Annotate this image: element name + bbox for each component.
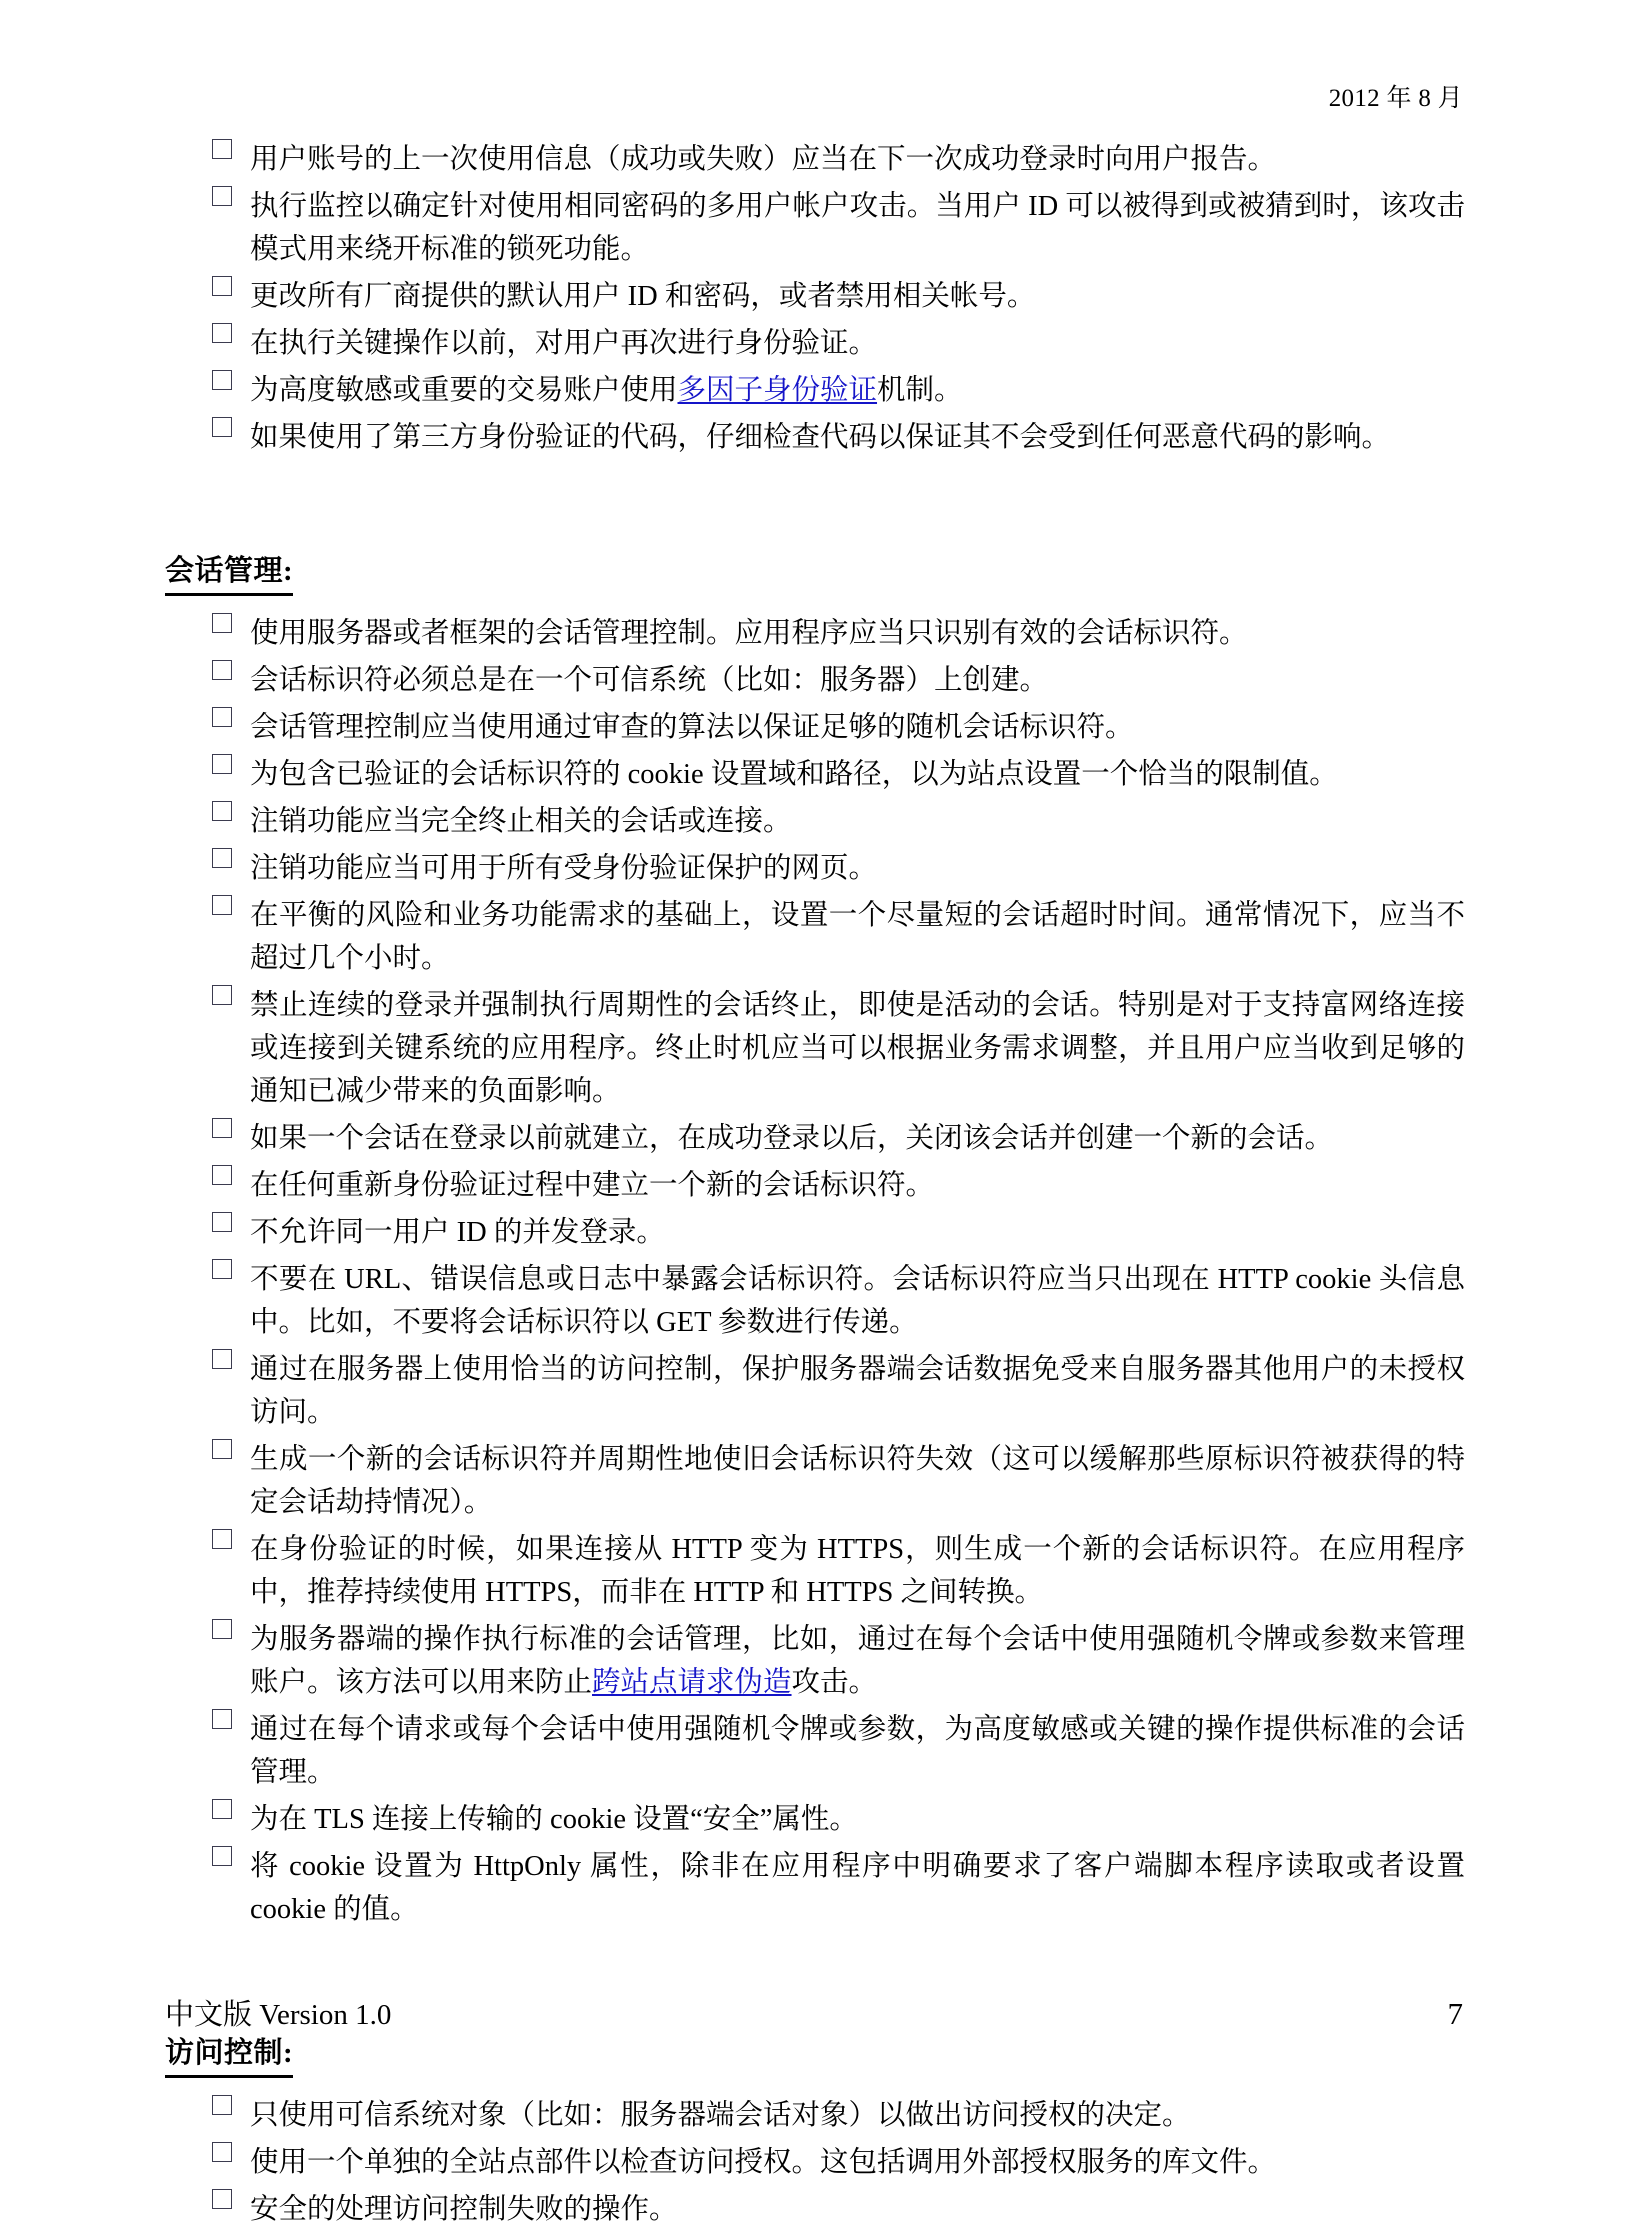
list-item (165, 847, 1465, 890)
list-item (165, 1117, 1465, 1160)
checkbox-square-icon (212, 801, 232, 821)
list-item (165, 800, 1465, 843)
list-item (165, 1164, 1465, 1207)
checkbox-square-icon (212, 1439, 232, 1459)
page-footer (165, 1995, 1463, 2034)
checkbox-square-icon (212, 1846, 232, 1866)
checkbox-square-icon (212, 895, 232, 915)
list-item (165, 138, 1465, 181)
footer-page-number: 7 (1447, 1996, 1463, 2031)
list-item-text: 将 cookie 设置为 HttpOnly 属性，除非在应用程序中明确要求了客户端脚本程序读取或者设置 cookie 的值。 (250, 1851, 1465, 1925)
list-item (165, 1211, 1465, 1254)
checkbox-square-icon (212, 848, 232, 868)
checkbox-square-icon (212, 2095, 232, 2115)
list-item-text: 注销功能应当完全终止相关的会话或连接。 (250, 806, 792, 837)
list-item-text: 在任何重新身份验证过程中建立一个新的会话标识符。 (250, 1170, 935, 1201)
checkbox-square-icon (212, 660, 232, 680)
list-item (165, 984, 1465, 1113)
checkbox-square-icon (212, 1619, 232, 1639)
list-item (165, 2094, 1465, 2137)
checkbox-square-icon (212, 417, 232, 437)
list-item-text: 会话管理控制应当使用通过审查的算法以保证足够的随机会话标识符。 (250, 712, 1134, 743)
csrf-link[interactable]: 跨站点请求伪造 (592, 1667, 792, 1698)
list-item-text: 注销功能应当可用于所有受身份验证保护的网页。 (250, 853, 878, 884)
checkbox-square-icon (212, 1118, 232, 1138)
list-item (165, 1258, 1465, 1344)
list-item-text: 会话标识符必须总是在一个可信系统（比如：服务器）上创建。 (250, 665, 1049, 696)
list-item-text: 只使用可信系统对象（比如：服务器端会话对象）以做出访问授权的决定。 (250, 2100, 1191, 2131)
list-item-text: 在执行关键操作以前，对用户再次进行身份验证。 (250, 328, 878, 359)
list-item (165, 1845, 1465, 1931)
list-item (165, 1798, 1465, 1841)
list-item-text: 禁止连续的登录并强制执行周期性的会话终止，即使是活动的会话。特别是对于支持富网络连接或连接到关键系统的应用程序。终止时机应当可以根据业务需求调整，并且用户应当收到足够的通知已减少带来的负面影响。 (250, 990, 1465, 1107)
page-header-date: 2012 年 8 月 (1328, 85, 1463, 112)
list-item-text: 在平衡的风险和业务功能需求的基础上，设置一个尽量短的会话超时时间。通常情况下，应当不超过几个小时。 (250, 900, 1465, 974)
checkbox-square-icon (212, 139, 232, 159)
checkbox-square-icon (212, 707, 232, 727)
list-item-text: 通过在每个请求或每个会话中使用强随机令牌或参数，为高度敏感或关键的操作提供标准的会话管理。 (250, 1714, 1465, 1788)
list-item-text: 更改所有厂商提供的默认用户 ID 和密码，或者禁用相关帐号。 (250, 281, 1036, 312)
list-item (165, 612, 1465, 655)
list-item (165, 1348, 1465, 1434)
checkbox-square-icon (212, 754, 232, 774)
list-item (165, 416, 1465, 459)
multi-factor-auth-link[interactable]: 多因子身份验证 (677, 375, 878, 406)
section-heading-access-control: 访问控制: (165, 2033, 293, 2078)
list-item-text: 在身份验证的时候，如果连接从 HTTP 变为 HTTPS，则生成一个新的会话标识符。在应用程序中，推荐持续使用 HTTPS，而非在 HTTP 和 HTTPS 之间转换。 (250, 1534, 1465, 1608)
list-item-with-link (165, 369, 1465, 412)
list-item-text: 生成一个新的会话标识符并周期性地使旧会话标识符失效（这可以缓解那些原标识符被获得的特定会话劫持情况）。 (250, 1444, 1465, 1518)
list-item-text: 安全的处理访问控制失败的操作。 (250, 2194, 678, 2225)
list-item-text: 不允许同一用户 ID 的并发登录。 (250, 1217, 665, 1248)
list-item-text: 为包含已验证的会话标识符的 cookie 设置域和路径，以为站点设置一个恰当的限制值。 (250, 759, 1338, 790)
checkbox-square-icon (212, 2189, 232, 2209)
checkbox-square-icon (212, 985, 232, 1005)
list-item (165, 2188, 1465, 2231)
checkbox-square-icon (212, 1259, 232, 1279)
list-item-text-prefix: 为服务器端的操作执行标准的会话管理，比如，通过在每个会话中使用强随机令牌或参数来管理账户。该方法可以用来防止 (250, 1624, 1465, 1698)
list-item-text: 执行监控以确定针对使用相同密码的多用户帐户攻击。当用户 ID 可以被得到或被猜到时，该攻击模式用来绕开标准的锁死功能。 (250, 191, 1465, 265)
footer-version: 中文版 Version 1.0 (165, 1999, 392, 2031)
list-item-text: 为在 TLS 连接上传输的 cookie 设置“安全”属性。 (250, 1804, 858, 1835)
list-item (165, 1528, 1465, 1614)
list-item-text: 使用服务器或者框架的会话管理控制。应用程序应当只识别有效的会话标识符。 (250, 618, 1248, 649)
session-heading-wrap (165, 511, 1465, 606)
checkbox-square-icon (212, 1799, 232, 1819)
list-item (165, 2141, 1465, 2184)
list-item (165, 659, 1465, 702)
list-item-text: 不要在 URL、错误信息或日志中暴露会话标识符。会话标识符应当只出现在 HTTP cookie 头信息中。比如，不要将会话标识符以 GET 参数进行传递。 (250, 1264, 1465, 1338)
list-item (165, 1438, 1465, 1524)
list-item-text: 通过在服务器上使用恰当的访问控制，保护服务器端会话数据免受来自服务器其他用户的未授权访问。 (250, 1354, 1465, 1428)
list-item (165, 753, 1465, 796)
list-item-text-suffix: 攻击。 (791, 1667, 878, 1698)
checkbox-square-icon (212, 1709, 232, 1729)
checkbox-square-icon (212, 1165, 232, 1185)
checkbox-square-icon (212, 370, 232, 390)
list-item (165, 894, 1465, 980)
list-item (165, 322, 1465, 365)
checkbox-square-icon (212, 2142, 232, 2162)
list-item-with-link (165, 1618, 1465, 1704)
checkbox-square-icon (212, 276, 232, 296)
access-control-checklist (165, 2094, 1465, 2231)
section-heading-session-management: 会话管理: (165, 551, 293, 596)
list-item-text-suffix: 机制。 (877, 375, 963, 406)
list-item (165, 185, 1465, 271)
intro-checklist (165, 138, 1465, 459)
checkbox-square-icon (212, 613, 232, 633)
list-item (165, 706, 1465, 749)
checkbox-square-icon (212, 186, 232, 206)
checkbox-square-icon (212, 1349, 232, 1369)
list-item-text-prefix: 为高度敏感或重要的交易账户使用 (250, 375, 678, 406)
checkbox-square-icon (212, 1212, 232, 1232)
list-item-text: 用户账号的上一次使用信息（成功或失败）应当在下一次成功登录时向用户报告。 (250, 144, 1277, 175)
checkbox-square-icon (212, 1529, 232, 1549)
list-item-text: 如果一个会话在登录以前就建立，在成功登录以后，关闭该会话并创建一个新的会话。 (250, 1123, 1334, 1154)
checkbox-square-icon (212, 323, 232, 343)
list-item (165, 1708, 1465, 1794)
session-checklist (165, 612, 1465, 1931)
list-item-text: 使用一个单独的全站点部件以检查访问授权。这包括调用外部授权服务的库文件。 (250, 2147, 1277, 2178)
list-item-text: 如果使用了第三方身份验证的代码，仔细检查代码以保证其不会受到任何恶意代码的影响。 (250, 422, 1391, 453)
document-content (165, 138, 1465, 2235)
list-item (165, 275, 1465, 318)
